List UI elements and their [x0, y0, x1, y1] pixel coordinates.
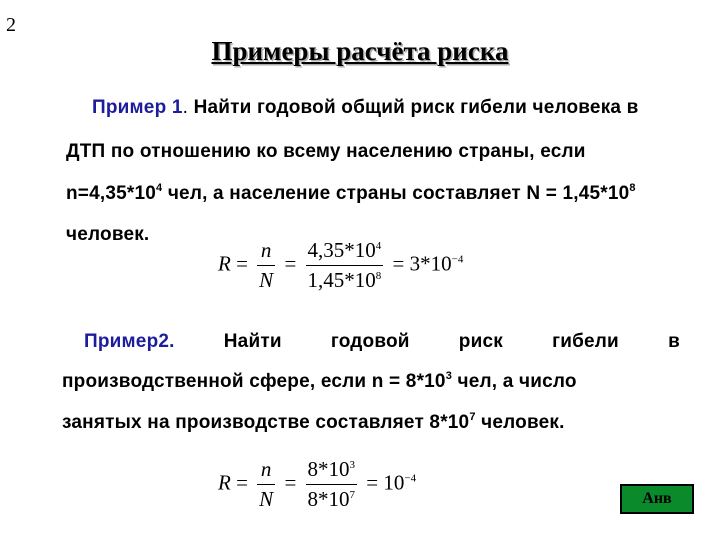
- formula1-result: = 3*10: [392, 251, 452, 276]
- formula1-num-exp: 4: [375, 240, 382, 252]
- formula1-lhs: R: [218, 251, 231, 276]
- formula1-eq1: =: [236, 251, 248, 276]
- example1-line2: ДТП по отношению ко всему населению страны, если: [66, 141, 586, 162]
- formula2-num-exp: 3: [349, 459, 356, 471]
- example2-line3: [62, 412, 682, 434]
- example1-line1-text: Найти годовой общий риск гибели человека в: [193, 97, 639, 118]
- example2-line1: [84, 331, 680, 353]
- example2-word: в: [668, 331, 680, 352]
- formula1-num-base: 4,35*10: [307, 238, 376, 262]
- example2-line2-text: производственной сфере, если n = 8*10: [62, 371, 446, 392]
- formula1-den-base: 1,45*10: [307, 268, 376, 292]
- formula2-result-exp: −4: [404, 472, 417, 485]
- example2-N-exp: 7: [469, 411, 476, 423]
- formula1-num: [306, 238, 384, 266]
- formula2-N: N: [259, 487, 274, 511]
- example1-n-exp: 4: [156, 182, 163, 194]
- example2-line2-tail: чел, а число: [452, 371, 577, 392]
- formula1-N: N: [259, 268, 274, 292]
- example1-line3-text: чел, а население страны составляет N = 1,45*10: [162, 183, 630, 204]
- formula2-lhs: R: [218, 470, 231, 495]
- example2-label: Пример2.: [84, 331, 175, 352]
- example2-word: годовой: [330, 331, 410, 352]
- example2-formula: [218, 457, 416, 512]
- formula2-frac-symbolic: [257, 457, 275, 512]
- formula1-frac-symbolic: [257, 238, 275, 293]
- formula2-den-base: 8*10: [307, 487, 350, 511]
- formula2-frac-numeric: [306, 457, 358, 512]
- formula2-eq2: =: [284, 470, 297, 495]
- formula1-eq2: =: [284, 251, 297, 276]
- formula1-n: n: [257, 238, 275, 266]
- example2-line3-text: занятых на производстве составляет 8*10: [62, 412, 470, 433]
- example1-line1: [92, 97, 718, 119]
- formula2-num: [306, 457, 358, 485]
- example1-label-dot: .: [182, 97, 189, 118]
- example2-word: гибели: [552, 331, 619, 352]
- formula1-result-exp: −4: [451, 253, 464, 266]
- nav-button[interactable]: Анв: [620, 484, 694, 514]
- formula2-den: [306, 485, 358, 512]
- formula2-eq1: =: [236, 470, 248, 495]
- formula1-den-exp: 8: [375, 270, 382, 282]
- formula2-result: = 10: [366, 470, 405, 495]
- example2-line3-tail: человек.: [475, 412, 565, 433]
- example1-line4: человек.: [66, 224, 150, 245]
- formula2-num-base: 8*10: [307, 457, 350, 481]
- example1-N-exp: 8: [629, 182, 636, 194]
- formula2-den-exp: 7: [349, 489, 356, 501]
- example1-formula: [218, 238, 463, 293]
- example1-label: Пример 1: [92, 97, 183, 118]
- formula1-frac-numeric: [306, 238, 384, 293]
- example2-word: риск: [458, 331, 503, 352]
- example1-line3: [66, 183, 718, 205]
- example2-n-exp: 3: [445, 370, 453, 382]
- page-number: 2: [6, 14, 16, 36]
- example1-n-value: n=4,35*10: [66, 183, 157, 204]
- example2-word: Найти: [223, 331, 282, 352]
- example2-line2: [62, 371, 682, 393]
- formula1-den: [306, 266, 384, 293]
- formula2-n: n: [257, 457, 275, 485]
- page-title: Примеры расчёта риска: [211, 36, 509, 66]
